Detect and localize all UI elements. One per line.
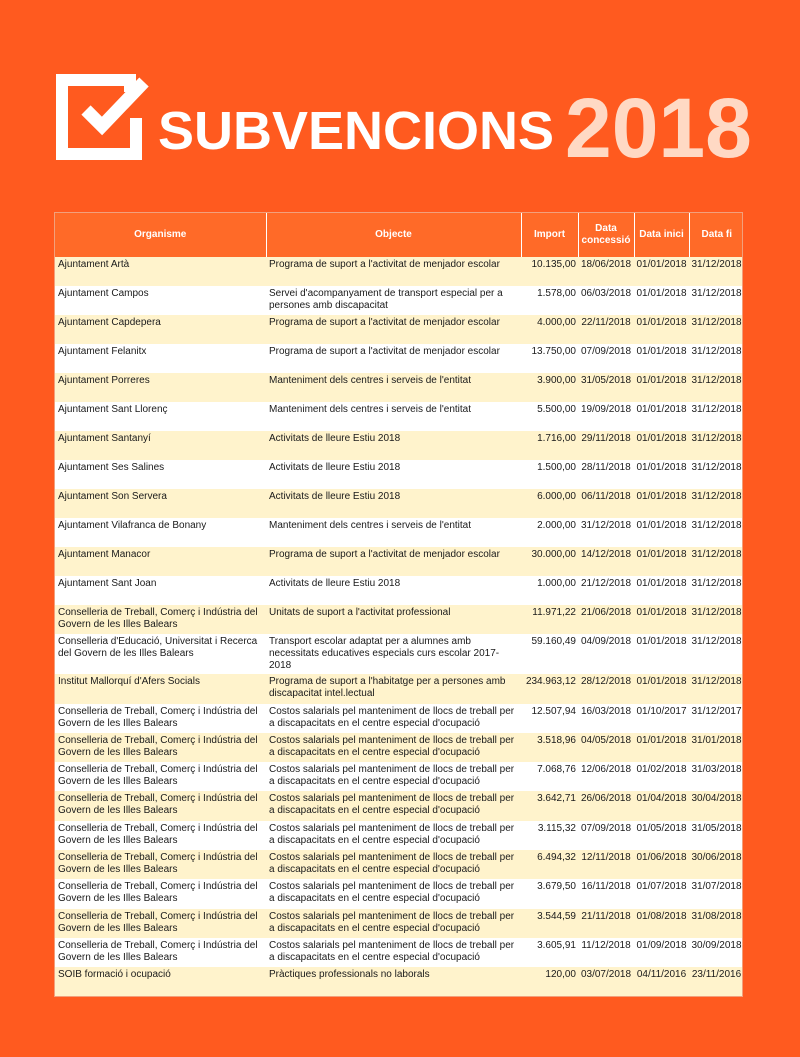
cell-data-fi: 31/03/2018 xyxy=(689,762,743,791)
grants-table-container xyxy=(54,212,743,997)
cell-organisme: Conselleria de Treball, Comerç i Indústria del Govern de les Illes Balears xyxy=(55,879,266,908)
cell-data-concessio: 11/12/2018 xyxy=(578,938,634,967)
cell-data-inici: 01/01/2018 xyxy=(634,257,689,286)
cell-data-concessio: 04/05/2018 xyxy=(578,733,634,762)
cell-data-concessio: 12/06/2018 xyxy=(578,762,634,791)
cell-import: 3.605,91 xyxy=(521,938,578,967)
cell-data-fi: 31/05/2018 xyxy=(689,821,743,850)
cell-data-fi: 31/12/2018 xyxy=(689,674,743,703)
cell-organisme: Ajuntament Santanyí xyxy=(55,431,266,460)
cell-import: 2.000,00 xyxy=(521,518,578,547)
cell-data-fi: 31/12/2018 xyxy=(689,373,743,402)
table-row xyxy=(55,879,743,908)
cell-organisme: Conselleria d'Educació, Universitat i Recerca del Govern de les Illes Balears xyxy=(55,634,266,674)
cell-data-inici: 01/01/2018 xyxy=(634,634,689,674)
cell-objecte: Activitats de lleure Estiu 2018 xyxy=(266,489,521,518)
cell-objecte: Costos salarials pel manteniment de llocs de treball per a discapacitats en el centre especial d'ocupació xyxy=(266,733,521,762)
cell-data-fi: 31/01/2018 xyxy=(689,733,743,762)
cell-data-inici: 01/02/2018 xyxy=(634,762,689,791)
cell-objecte: Unitats de suport a l'activitat professional xyxy=(266,605,521,634)
table-row xyxy=(55,791,743,820)
cell-data-concessio: 31/05/2018 xyxy=(578,373,634,402)
cell-data-inici: 01/01/2018 xyxy=(634,489,689,518)
cell-organisme: Conselleria de Treball, Comerç i Indústria del Govern de les Illes Balears xyxy=(55,733,266,762)
cell-import: 7.068,76 xyxy=(521,762,578,791)
table-row xyxy=(55,460,743,489)
cell-data-inici: 01/01/2018 xyxy=(634,605,689,634)
cell-organisme: SOIB formació i ocupació xyxy=(55,967,266,996)
cell-organisme: Conselleria de Treball, Comerç i Indústria del Govern de les Illes Balears xyxy=(55,704,266,733)
cell-data-inici: 01/01/2018 xyxy=(634,733,689,762)
cell-import: 234.963,12 xyxy=(521,674,578,703)
cell-data-fi: 31/12/2018 xyxy=(689,257,743,286)
table-row xyxy=(55,938,743,967)
cell-organisme: Ajuntament Son Servera xyxy=(55,489,266,518)
cell-organisme: Ajuntament Campos xyxy=(55,286,266,315)
table-row xyxy=(55,674,743,703)
cell-organisme: Institut Mallorquí d'Afers Socials xyxy=(55,674,266,703)
cell-data-fi: 31/07/2018 xyxy=(689,879,743,908)
cell-objecte: Servei d'acompanyament de transport especial per a persones amb discapacitat xyxy=(266,286,521,315)
cell-import: 1.578,00 xyxy=(521,286,578,315)
table-row xyxy=(55,909,743,938)
cell-data-inici: 04/11/2016 xyxy=(634,967,689,996)
page-year: 2018 xyxy=(565,81,752,175)
cell-import: 6.494,32 xyxy=(521,850,578,879)
cell-import: 4.000,00 xyxy=(521,315,578,344)
cell-data-fi: 31/12/2018 xyxy=(689,431,743,460)
column-header-objecte[interactable]: Objecte xyxy=(266,213,521,257)
cell-objecte: Manteniment dels centres i serveis de l'entitat xyxy=(266,402,521,431)
cell-data-concessio: 21/11/2018 xyxy=(578,909,634,938)
cell-data-inici: 01/05/2018 xyxy=(634,821,689,850)
cell-organisme: Ajuntament Capdepera xyxy=(55,315,266,344)
table-row xyxy=(55,704,743,733)
column-header-organisme[interactable]: Organisme xyxy=(55,213,266,257)
cell-objecte: Programa de suport a l'activitat de menjador escolar xyxy=(266,344,521,373)
cell-data-concessio: 14/12/2018 xyxy=(578,547,634,576)
cell-data-fi: 31/12/2017 xyxy=(689,704,743,733)
cell-data-concessio: 31/12/2018 xyxy=(578,518,634,547)
page-header xyxy=(0,0,800,210)
cell-data-fi: 30/09/2018 xyxy=(689,938,743,967)
cell-data-fi: 31/08/2018 xyxy=(689,909,743,938)
table-row xyxy=(55,605,743,634)
cell-objecte: Transport escolar adaptat per a alumnes amb necessitats educatives especials curs escolar 2017-2018 xyxy=(266,634,521,674)
cell-data-concessio: 16/11/2018 xyxy=(578,879,634,908)
cell-data-concessio: 07/09/2018 xyxy=(578,821,634,850)
cell-objecte: Activitats de lleure Estiu 2018 xyxy=(266,576,521,605)
cell-data-inici: 01/09/2018 xyxy=(634,938,689,967)
cell-data-concessio: 26/06/2018 xyxy=(578,791,634,820)
cell-import: 3.115,32 xyxy=(521,821,578,850)
cell-objecte: Costos salarials pel manteniment de llocs de treball per a discapacitats en el centre especial d'ocupació xyxy=(266,938,521,967)
table-row xyxy=(55,257,743,286)
cell-data-concessio: 16/03/2018 xyxy=(578,704,634,733)
cell-import: 5.500,00 xyxy=(521,402,578,431)
column-header-import[interactable]: Import xyxy=(521,213,578,257)
table-row xyxy=(55,431,743,460)
cell-objecte: Activitats de lleure Estiu 2018 xyxy=(266,431,521,460)
cell-data-inici: 01/01/2018 xyxy=(634,315,689,344)
table-row xyxy=(55,576,743,605)
cell-data-inici: 01/07/2018 xyxy=(634,879,689,908)
cell-data-inici: 01/10/2017 xyxy=(634,704,689,733)
cell-data-inici: 01/01/2018 xyxy=(634,576,689,605)
cell-organisme: Conselleria de Treball, Comerç i Indústria del Govern de les Illes Balears xyxy=(55,791,266,820)
cell-data-fi: 31/12/2018 xyxy=(689,605,743,634)
cell-data-fi: 31/12/2018 xyxy=(689,518,743,547)
table-row xyxy=(55,518,743,547)
cell-import: 1.500,00 xyxy=(521,460,578,489)
cell-objecte: Costos salarials pel manteniment de llocs de treball per a discapacitats en el centre especial d'ocupació xyxy=(266,791,521,820)
cell-import: 3.900,00 xyxy=(521,373,578,402)
cell-import: 59.160,49 xyxy=(521,634,578,674)
cell-objecte: Activitats de lleure Estiu 2018 xyxy=(266,460,521,489)
cell-data-concessio: 22/11/2018 xyxy=(578,315,634,344)
cell-organisme: Conselleria de Treball, Comerç i Indústria del Govern de les Illes Balears xyxy=(55,938,266,967)
table-row xyxy=(55,402,743,431)
cell-import: 13.750,00 xyxy=(521,344,578,373)
cell-data-concessio: 19/09/2018 xyxy=(578,402,634,431)
cell-data-fi: 23/11/2016 xyxy=(689,967,743,996)
cell-data-inici: 01/04/2018 xyxy=(634,791,689,820)
cell-import: 3.518,96 xyxy=(521,733,578,762)
cell-organisme: Ajuntament Sant Joan xyxy=(55,576,266,605)
cell-data-concessio: 12/11/2018 xyxy=(578,850,634,879)
cell-organisme: Conselleria de Treball, Comerç i Indústria del Govern de les Illes Balears xyxy=(55,909,266,938)
cell-data-inici: 01/01/2018 xyxy=(634,286,689,315)
cell-data-inici: 01/01/2018 xyxy=(634,518,689,547)
cell-organisme: Ajuntament Ses Salines xyxy=(55,460,266,489)
cell-import: 3.679,50 xyxy=(521,879,578,908)
cell-data-fi: 31/12/2018 xyxy=(689,460,743,489)
cell-data-fi: 30/06/2018 xyxy=(689,850,743,879)
column-header-data-concessio[interactable]: Data concessió xyxy=(578,213,634,257)
cell-data-fi: 31/12/2018 xyxy=(689,634,743,674)
cell-objecte: Pràctiques professionals no laborals xyxy=(266,967,521,996)
cell-import: 30.000,00 xyxy=(521,547,578,576)
cell-data-fi: 31/12/2018 xyxy=(689,344,743,373)
cell-import: 11.971,22 xyxy=(521,605,578,634)
cell-data-concessio: 06/11/2018 xyxy=(578,489,634,518)
cell-organisme: Ajuntament Sant Llorenç xyxy=(55,402,266,431)
cell-organisme: Conselleria de Treball, Comerç i Indústria del Govern de les Illes Balears xyxy=(55,762,266,791)
cell-data-inici: 01/01/2018 xyxy=(634,373,689,402)
cell-data-concessio: 03/07/2018 xyxy=(578,967,634,996)
cell-data-inici: 01/01/2018 xyxy=(634,460,689,489)
cell-objecte: Manteniment dels centres i serveis de l'entitat xyxy=(266,518,521,547)
table-row xyxy=(55,850,743,879)
cell-organisme: Ajuntament Felanitx xyxy=(55,344,266,373)
column-header-data-inici[interactable]: Data inici xyxy=(634,213,689,257)
cell-data-concessio: 21/06/2018 xyxy=(578,605,634,634)
cell-data-concessio: 28/12/2018 xyxy=(578,674,634,703)
table-row xyxy=(55,967,743,996)
cell-data-inici: 01/01/2018 xyxy=(634,344,689,373)
cell-data-inici: 01/01/2018 xyxy=(634,547,689,576)
cell-data-fi: 31/12/2018 xyxy=(689,547,743,576)
cell-data-fi: 31/12/2018 xyxy=(689,286,743,315)
cell-data-concessio: 28/11/2018 xyxy=(578,460,634,489)
cell-data-concessio: 07/09/2018 xyxy=(578,344,634,373)
cell-objecte: Costos salarials pel manteniment de llocs de treball per a discapacitats en el centre especial d'ocupació xyxy=(266,879,521,908)
cell-data-fi: 31/12/2018 xyxy=(689,576,743,605)
cell-organisme: Conselleria de Treball, Comerç i Indústria del Govern de les Illes Balears xyxy=(55,821,266,850)
table-row xyxy=(55,315,743,344)
cell-objecte: Costos salarials pel manteniment de llocs de treball per a discapacitats en el centre especial d'ocupació xyxy=(266,762,521,791)
cell-import: 3.642,71 xyxy=(521,791,578,820)
cell-organisme: Ajuntament Vilafranca de Bonany xyxy=(55,518,266,547)
cell-import: 120,00 xyxy=(521,967,578,996)
column-header-data-fi[interactable]: Data fi xyxy=(689,213,743,257)
cell-data-fi: 31/12/2018 xyxy=(689,489,743,518)
cell-import: 12.507,94 xyxy=(521,704,578,733)
table-row xyxy=(55,286,743,315)
cell-objecte: Costos salarials pel manteniment de llocs de treball per a discapacitats en el centre especial d'ocupació xyxy=(266,909,521,938)
cell-objecte: Programa de suport a l'activitat de menjador escolar xyxy=(266,315,521,344)
cell-organisme: Ajuntament Artà xyxy=(55,257,266,286)
cell-import: 6.000,00 xyxy=(521,489,578,518)
table-row xyxy=(55,634,743,674)
cell-organisme: Ajuntament Manacor xyxy=(55,547,266,576)
cell-data-inici: 01/08/2018 xyxy=(634,909,689,938)
table-body xyxy=(55,257,743,997)
cell-data-fi: 30/04/2018 xyxy=(689,791,743,820)
cell-data-concessio: 04/09/2018 xyxy=(578,634,634,674)
cell-objecte: Costos salarials pel manteniment de llocs de treball per a discapacitats en el centre especial d'ocupació xyxy=(266,821,521,850)
table-row xyxy=(55,733,743,762)
cell-data-concessio: 21/12/2018 xyxy=(578,576,634,605)
cell-data-inici: 01/01/2018 xyxy=(634,674,689,703)
cell-data-inici: 01/06/2018 xyxy=(634,850,689,879)
cell-import: 3.544,59 xyxy=(521,909,578,938)
cell-objecte: Programa de suport a l'habitatge per a persones amb discapacitat intel.lectual xyxy=(266,674,521,703)
cell-objecte: Costos salarials pel manteniment de llocs de treball per a discapacitats en el centre especial d'ocupació xyxy=(266,850,521,879)
grants-table xyxy=(55,213,743,997)
table-row xyxy=(55,489,743,518)
table-row xyxy=(55,373,743,402)
cell-objecte: Manteniment dels centres i serveis de l'entitat xyxy=(266,373,521,402)
cell-organisme: Conselleria de Treball, Comerç i Indústria del Govern de les Illes Balears xyxy=(55,850,266,879)
cell-import: 1.716,00 xyxy=(521,431,578,460)
cell-data-inici: 01/01/2018 xyxy=(634,431,689,460)
table-row xyxy=(55,547,743,576)
cell-data-concessio: 29/11/2018 xyxy=(578,431,634,460)
cell-data-fi: 31/12/2018 xyxy=(689,402,743,431)
cell-organisme: Ajuntament Porreres xyxy=(55,373,266,402)
cell-import: 10.135,00 xyxy=(521,257,578,286)
cell-import: 1.000,00 xyxy=(521,576,578,605)
cell-data-concessio: 18/06/2018 xyxy=(578,257,634,286)
cell-data-fi: 31/12/2018 xyxy=(689,315,743,344)
cell-organisme: Conselleria de Treball, Comerç i Indústria del Govern de les Illes Balears xyxy=(55,605,266,634)
cell-data-inici: 01/01/2018 xyxy=(634,402,689,431)
table-row xyxy=(55,821,743,850)
cell-objecte: Costos salarials pel manteniment de llocs de treball per a discapacitats en el centre especial d'ocupació xyxy=(266,704,521,733)
cell-data-concessio: 06/03/2018 xyxy=(578,286,634,315)
page-title: SUBVENCIONS xyxy=(158,101,555,161)
table-header-row xyxy=(55,213,743,257)
table-row xyxy=(55,344,743,373)
table-row xyxy=(55,762,743,791)
checkbox-icon xyxy=(52,70,154,162)
cell-objecte: Programa de suport a l'activitat de menjador escolar xyxy=(266,257,521,286)
cell-objecte: Programa de suport a l'activitat de menjador escolar xyxy=(266,547,521,576)
